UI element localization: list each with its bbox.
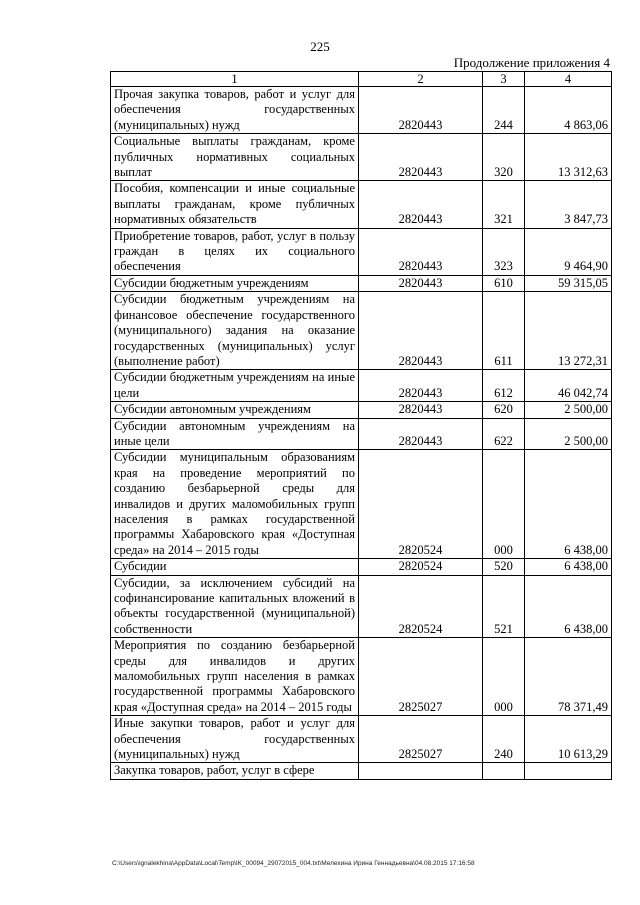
table-row — [111, 228, 612, 275]
row-type-cell: 622 — [483, 418, 525, 450]
row-code-cell: 2820524 — [359, 575, 483, 638]
table-row — [111, 559, 612, 575]
row-name-cell: Субсидии автономным учреждениям — [111, 402, 359, 418]
row-amount-cell: 13 312,63 — [525, 134, 612, 181]
row-code-cell: 2820443 — [359, 181, 483, 228]
budget-table — [110, 71, 612, 780]
row-amount-cell: 10 613,29 — [525, 716, 612, 763]
row-amount-cell: 4 863,06 — [525, 87, 612, 134]
row-amount-cell: 3 847,73 — [525, 181, 612, 228]
row-name-cell: Социальные выплаты гражданам, кроме публичных нормативных социальных выплат — [111, 134, 359, 181]
row-name-cell: Субсидии бюджетным учреждениям на финансовое обеспечение государственного (муниципального) задания на оказание государственных (муниципальных) услуг (выполнение работ) — [111, 292, 359, 370]
table-row — [111, 181, 612, 228]
row-name-cell: Мероприятия по созданию безбарьерной среды для инвалидов и других маломобильных групп населения в рамках государственной программы Хабаровского края «Доступная среда» на 2014 – 2015 годы — [111, 638, 359, 716]
row-code-cell: 2820443 — [359, 418, 483, 450]
table-row — [111, 292, 612, 370]
table-row — [111, 716, 612, 763]
table-body — [111, 87, 612, 780]
row-name-cell: Прочая закупка товаров, работ и услуг для обеспечения государственных (муниципальных) нужд — [111, 87, 359, 134]
table-row — [111, 418, 612, 450]
row-code-cell: 2825027 — [359, 716, 483, 763]
row-name-cell: Субсидии муниципальным образованиям края на проведение мероприятий по созданию безбарьерной среды для инвалидов и других маломобильных групп населения в рамках государственной программы Хабаровского края «Доступная среда» на 2014 – 2015 годы — [111, 450, 359, 559]
table-row — [111, 450, 612, 559]
row-name-cell: Субсидии бюджетным учреждениям — [111, 275, 359, 291]
table-row — [111, 275, 612, 291]
row-amount-cell: 2 500,00 — [525, 402, 612, 418]
row-amount-cell: 9 464,90 — [525, 228, 612, 275]
row-code-cell: 2820443 — [359, 134, 483, 181]
row-type-cell: 000 — [483, 450, 525, 559]
row-name-cell: Субсидии бюджетным учреждениям на иные цели — [111, 370, 359, 402]
continuation-label: Продолжение приложения 4 — [453, 55, 610, 70]
row-code-cell: 2820443 — [359, 228, 483, 275]
row-type-cell: 610 — [483, 275, 525, 291]
table-row — [111, 763, 612, 779]
row-name-cell: Субсидии автономным учреждениям на иные цели — [111, 418, 359, 450]
row-code-cell — [359, 763, 483, 779]
table-row — [111, 638, 612, 716]
row-code-cell: 2820524 — [359, 559, 483, 575]
table-row — [111, 134, 612, 181]
row-type-cell: 620 — [483, 402, 525, 418]
row-type-cell: 320 — [483, 134, 525, 181]
row-name-cell: Пособия, компенсации и иные социальные выплаты гражданам, кроме публичных нормативных обязательств — [111, 181, 359, 228]
row-amount-cell: 13 272,31 — [525, 292, 612, 370]
column-header: 3 — [483, 72, 525, 87]
row-amount-cell: 78 371,49 — [525, 638, 612, 716]
row-code-cell: 2820443 — [359, 87, 483, 134]
row-amount-cell: 2 500,00 — [525, 418, 612, 450]
row-code-cell: 2820443 — [359, 292, 483, 370]
file-path-footer: C:\Users\ignalekhina\AppData\Local\Temp\IK_00094_29072015_004.txt\Мелехина Ирина Геннадьевна\04.08.2015 17:16:58 — [112, 860, 475, 867]
table-row — [111, 370, 612, 402]
row-code-cell: 2820524 — [359, 450, 483, 559]
row-code-cell: 2825027 — [359, 638, 483, 716]
row-amount-cell: 6 438,00 — [525, 575, 612, 638]
row-name-cell: Субсидии, за исключением субсидий на софинансирование капитальных вложений в объекты государственной (муниципальной) собственности — [111, 575, 359, 638]
table-row — [111, 87, 612, 134]
row-type-cell: 240 — [483, 716, 525, 763]
row-type-cell: 520 — [483, 559, 525, 575]
row-name-cell: Закупка товаров, работ, услуг в сфере — [111, 763, 359, 779]
row-type-cell — [483, 763, 525, 779]
row-name-cell: Приобретение товаров, работ, услуг в пользу граждан в целях их социального обеспечения — [111, 228, 359, 275]
row-code-cell: 2820443 — [359, 402, 483, 418]
column-header: 4 — [525, 72, 612, 87]
row-amount-cell: 59 315,05 — [525, 275, 612, 291]
row-type-cell: 321 — [483, 181, 525, 228]
row-name-cell: Иные закупки товаров, работ и услуг для обеспечения государственных (муниципальных) нужд — [111, 716, 359, 763]
column-header: 1 — [111, 72, 359, 87]
row-amount-cell: 6 438,00 — [525, 450, 612, 559]
row-type-cell: 611 — [483, 292, 525, 370]
row-name-cell: Субсидии — [111, 559, 359, 575]
row-amount-cell: 46 042,74 — [525, 370, 612, 402]
table-header-row — [111, 72, 612, 87]
row-amount-cell — [525, 763, 612, 779]
row-code-cell: 2820443 — [359, 275, 483, 291]
column-header: 2 — [359, 72, 483, 87]
row-type-cell: 323 — [483, 228, 525, 275]
page-number: 225 — [310, 39, 330, 54]
row-code-cell: 2820443 — [359, 370, 483, 402]
row-type-cell: 244 — [483, 87, 525, 134]
table-row — [111, 402, 612, 418]
row-amount-cell: 6 438,00 — [525, 559, 612, 575]
row-type-cell: 521 — [483, 575, 525, 638]
table-row — [111, 575, 612, 638]
row-type-cell: 612 — [483, 370, 525, 402]
row-type-cell: 000 — [483, 638, 525, 716]
